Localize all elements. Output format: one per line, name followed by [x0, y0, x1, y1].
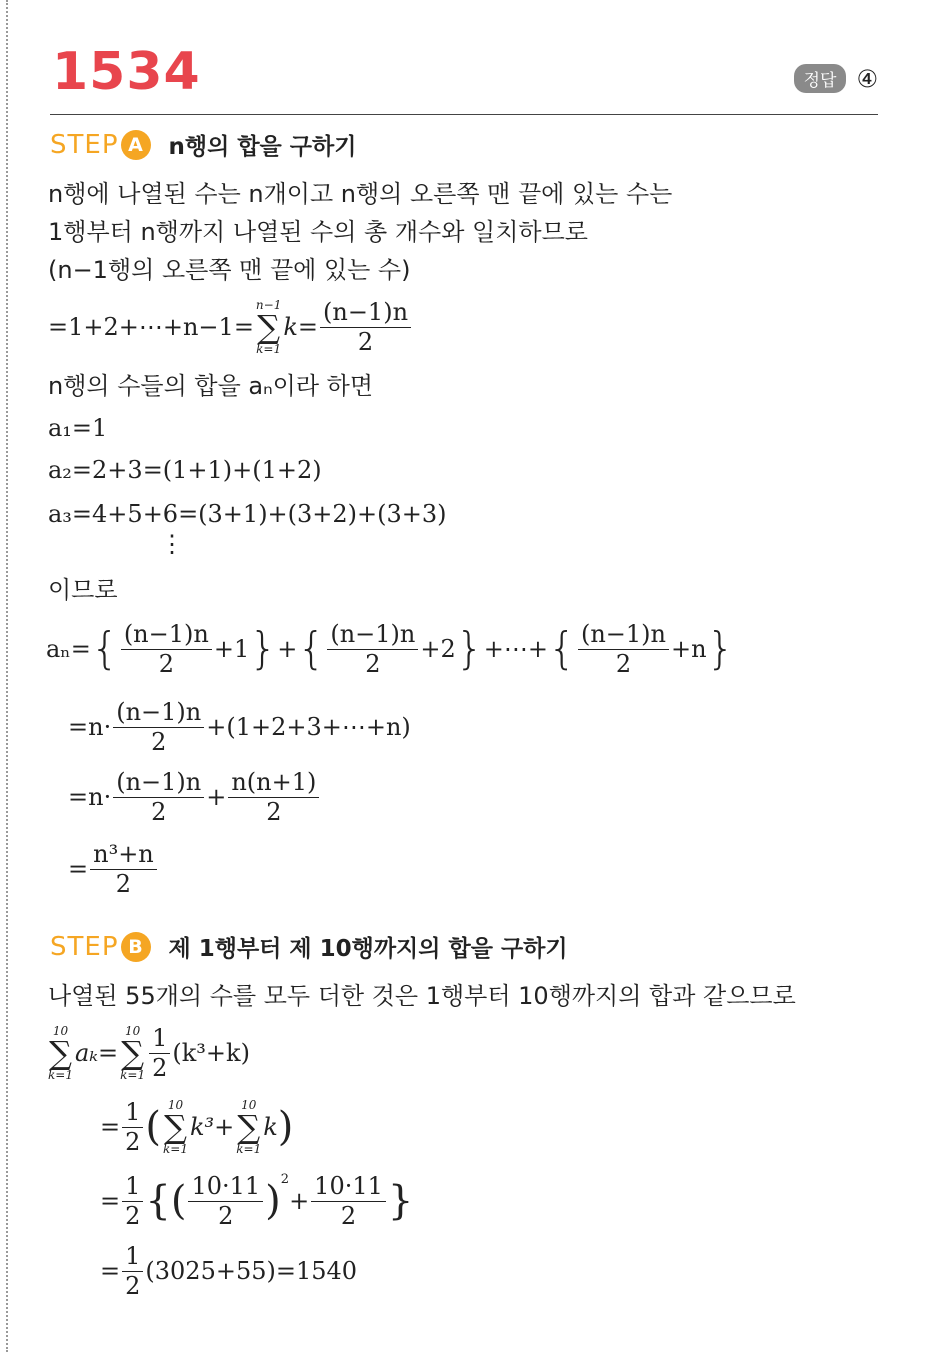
brace-open-1: { [90, 623, 119, 675]
sum-frac-num: (n−1)n [320, 298, 411, 328]
margin-dotted-line [6, 0, 8, 1352]
an-step-2-prefix: =n· [68, 713, 112, 742]
sum-line-2-k3: k³ [189, 1113, 215, 1142]
brace-open-2: { [297, 623, 326, 675]
an-step-4-den: 2 [115, 869, 132, 898]
paren-close-b: ) [265, 1178, 281, 1225]
an-step-3-frac-2 [228, 768, 319, 827]
sum-line-2-plus: + [214, 1113, 235, 1142]
an-step-4-frac [90, 840, 157, 899]
step-b-letter-icon: B [121, 932, 151, 962]
step-a-line-3: (n−1행의 오른쪽 맨 끝에 있는 수) [48, 256, 411, 284]
an-expression [46, 620, 735, 679]
step-a-title: n행의 합을 구하기 [168, 134, 357, 160]
an-step-3-prefix: =n· [68, 783, 112, 812]
an-step-4-num: n³+n [90, 840, 157, 870]
step-b-title: 제 1행부터 제 10행까지의 합을 구하기 [168, 936, 568, 962]
sum-line-3-half-den: 2 [125, 1201, 141, 1230]
sum-prefix: =1+2+⋯+n−1= [48, 313, 254, 342]
brace-close-3: } [706, 623, 735, 675]
an-step-3 [68, 768, 321, 827]
sum-line-3-frac-2 [311, 1172, 386, 1231]
term-a2: a₂=2+3=(1+1)+(1+2) [48, 456, 322, 484]
sum-line-3-plus: + [289, 1187, 310, 1216]
an-frac-3 [578, 620, 669, 679]
an-step-3-den-2: 2 [266, 797, 282, 826]
sigma-k-upper: 10 [241, 1098, 257, 1113]
problem-number: 1534 [52, 42, 201, 102]
brace-open-b: { [145, 1178, 171, 1225]
sigma-k3-upper: 10 [167, 1098, 184, 1113]
sum-line-2 [100, 1098, 293, 1157]
sum-line-2-k: k [263, 1113, 278, 1142]
sum-line-2-half [122, 1098, 143, 1157]
sum-line-4-half [122, 1242, 143, 1301]
an-add-n: +n [671, 635, 707, 664]
term-a1: a₁=1 [48, 414, 108, 442]
an-add-1: +1 [213, 635, 250, 664]
an-frac-2-den: 2 [365, 649, 381, 678]
sum-line-2-prefix: = [100, 1113, 121, 1142]
an-step-2 [68, 698, 411, 757]
sum-line-3 [100, 1172, 413, 1231]
brace-close-b: } [387, 1178, 414, 1225]
sum-line-3-den-2: 2 [340, 1201, 357, 1230]
an-step-3-plus: + [206, 783, 227, 812]
final-result: (3025+55)=1540 [145, 1257, 358, 1286]
sum-line-3-frac-1 [188, 1172, 263, 1231]
an-step-4-prefix: = [68, 855, 89, 884]
brace-open-3: { [547, 623, 576, 675]
half-num: 1 [149, 1024, 170, 1054]
sigma-body: k= [283, 313, 318, 342]
sum-line-2-half-num: 1 [122, 1098, 143, 1128]
sigma-ak: 10 ∑ k=1 [48, 1024, 73, 1083]
sum-line-2-half-den: 2 [125, 1127, 141, 1156]
sum-ak-line [46, 1024, 250, 1083]
sigma-k-lower: k=1 [236, 1142, 262, 1157]
an-step-3-frac-1 [113, 768, 204, 827]
sigma-rhs-lower: k=1 [120, 1068, 146, 1083]
sum-line-4 [100, 1242, 357, 1301]
vertical-dots: ⋮ [160, 530, 184, 558]
an-lhs: aₙ= [46, 635, 91, 664]
half-fraction [149, 1024, 170, 1083]
sum-line-4-half-den: 2 [125, 1271, 141, 1300]
step-a-line-1: n행에 나열된 수는 n개이고 n행의 오른쪽 맨 끝에 있는 수는 [48, 180, 673, 208]
sum-line-3-half-num: 1 [122, 1172, 143, 1202]
sum-line-3-num-2: 10·11 [311, 1172, 386, 1202]
sigma-k3-lower: k=1 [163, 1142, 188, 1157]
brace-close-1: } [249, 623, 278, 675]
sum-rhs-body: (k³+k) [172, 1039, 250, 1068]
an-frac-1 [121, 620, 212, 679]
an-plus: + [277, 635, 298, 664]
an-step-4 [68, 840, 159, 899]
step-b-word: STEP [50, 931, 119, 962]
sum-line-3-num-1: 10·11 [188, 1172, 263, 1202]
an-step-2-num: (n−1)n [113, 698, 204, 728]
sigma-k3: 10 ∑ k=1 [163, 1098, 188, 1157]
therefore-line: 이므로 [48, 576, 118, 604]
half-den: 2 [152, 1053, 168, 1082]
sum-line-4-prefix: = [100, 1257, 121, 1286]
an-step-3-den-1: 2 [151, 797, 167, 826]
an-frac-3-den: 2 [615, 649, 632, 678]
step-b-intro: 나열된 55개의 수를 모두 더한 것은 1행부터 10행까지의 합과 같으므로 [48, 982, 796, 1010]
answer-box [794, 64, 878, 93]
sum-fraction [320, 298, 411, 357]
an-dots: +⋯+ [483, 635, 548, 664]
sigma-k: 10 ∑ k=1 [236, 1098, 262, 1157]
step-b-heading [50, 930, 568, 963]
sum-formula [48, 298, 413, 357]
term-a3: a₃=4+5+6=(3+1)+(3+2)+(3+3) [48, 500, 447, 528]
an-frac-1-num: (n−1)n [121, 620, 212, 650]
an-step-2-frac [113, 698, 204, 757]
step-a-word: STEP [50, 129, 119, 160]
an-frac-3-num: (n−1)n [578, 620, 669, 650]
answer-label: 정답 [794, 64, 847, 93]
sum-line-3-den-1: 2 [218, 1201, 234, 1230]
an-step-3-num-2: n(n+1) [228, 768, 319, 798]
an-step-2-den: 2 [151, 727, 167, 756]
sigma-upper: n−1 [255, 298, 282, 313]
define-an-line: n행의 수들의 합을 aₙ이라 하면 [48, 372, 374, 400]
sum-line-3-prefix: = [100, 1187, 121, 1216]
square-exponent: 2 [280, 1172, 290, 1187]
step-a-line-2: 1행부터 n행까지 나열된 수의 총 개수와 일치하므로 [48, 218, 588, 246]
an-step-2-suffix: +(1+2+3+⋯+n) [206, 713, 411, 742]
step-a-letter-icon: A [121, 130, 151, 160]
an-frac-1-den: 2 [158, 649, 174, 678]
step-a-heading [50, 128, 356, 161]
paren-close: ) [277, 1104, 294, 1151]
sigma-rhs: 10 ∑ k=1 [120, 1024, 146, 1083]
sum-line-3-half [122, 1172, 143, 1231]
paren-open-b: ( [170, 1178, 187, 1225]
sigma-ak-lower: k=1 [48, 1068, 73, 1083]
sigma-symbol: n−1 ∑ k=1 [255, 298, 282, 357]
sum-ak-body: aₖ= [74, 1039, 119, 1068]
answer-value: ④ [856, 64, 878, 93]
sum-line-4-half-num: 1 [122, 1242, 143, 1272]
an-add-2: +2 [420, 635, 456, 664]
brace-close-2: } [455, 623, 484, 675]
header-divider [50, 114, 878, 115]
paren-open: ( [145, 1104, 161, 1151]
sigma-ak-upper: 10 [52, 1024, 69, 1039]
sigma-rhs-upper: 10 [124, 1024, 141, 1039]
sigma-lower: k=1 [256, 342, 282, 357]
an-step-3-num-1: (n−1)n [113, 768, 204, 798]
sum-frac-den: 2 [357, 327, 374, 356]
an-frac-2-num: (n−1)n [327, 620, 418, 650]
an-frac-2 [327, 620, 418, 679]
